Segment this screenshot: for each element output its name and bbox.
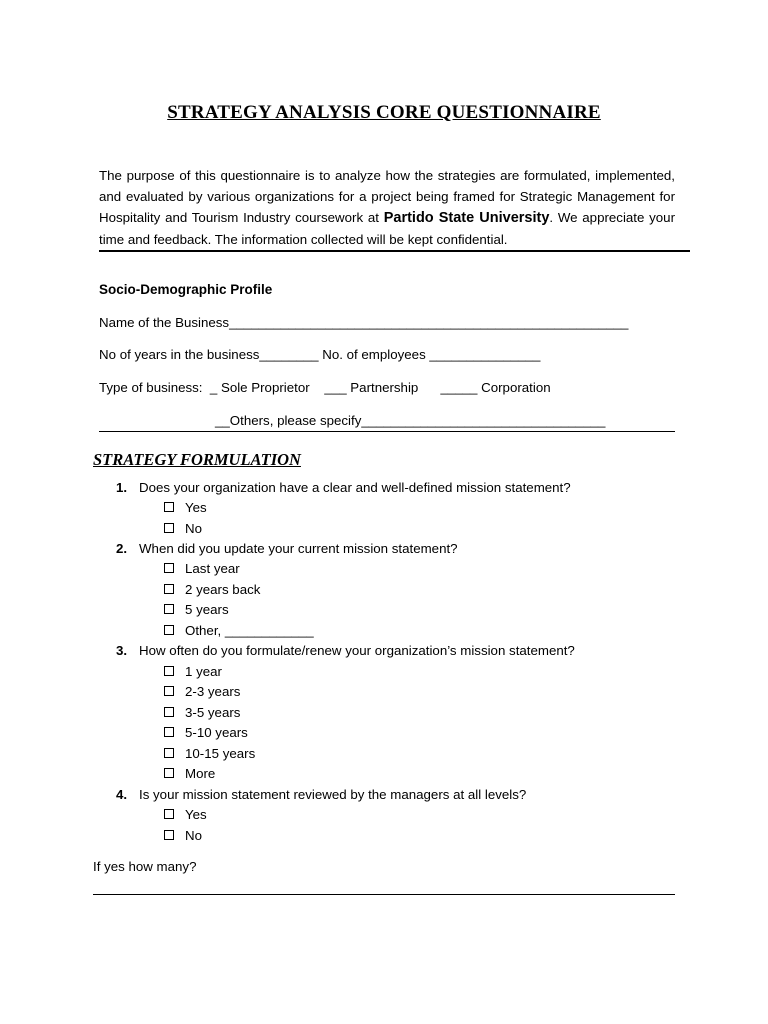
university-name: Partido State University	[383, 210, 550, 226]
checkbox-icon[interactable]	[164, 523, 174, 533]
checkbox-icon[interactable]	[164, 584, 174, 594]
option-label: 3-5 years	[185, 705, 241, 720]
checkbox-icon[interactable]	[164, 686, 174, 696]
checkbox-icon[interactable]	[164, 666, 174, 676]
question-3	[116, 643, 575, 658]
section-heading: STRATEGY FORMULATION	[93, 450, 301, 469]
question-1	[116, 480, 571, 495]
question-number: 2.	[116, 541, 128, 556]
intro-text: The purpose of this questionnaire is to analyze how the strategies are formulated, implemented, and evaluated by various organizations for a project being framed for Strategic Management for Hospitality and Tourism Industry coursework at	[99, 168, 675, 225]
option-label: 2-3 years	[185, 684, 241, 699]
option-checkbox[interactable]	[164, 766, 215, 781]
option-label: Last year	[185, 561, 240, 576]
others-specify-field[interactable]: __Others, please specify_________________________________	[215, 413, 606, 428]
option-label: Other, ____________	[185, 623, 314, 638]
option-checkbox[interactable]	[164, 684, 240, 699]
question-number: 4.	[116, 787, 128, 802]
option-label: 2 years back	[185, 582, 261, 597]
years-employees-field[interactable]: No of years in the business________ No. of employees _______________	[99, 347, 541, 362]
option-label: 5-10 years	[185, 725, 248, 740]
business-type-field[interactable]: Type of business: _ Sole Proprietor ___ Partnership _____ Corporation	[99, 380, 551, 395]
business-name-field[interactable]: Name of the Business______________________________________________________	[99, 315, 629, 330]
checkbox-icon[interactable]	[164, 604, 174, 614]
question-4	[116, 787, 526, 802]
checkbox-icon[interactable]	[164, 727, 174, 737]
intro-paragraph	[99, 165, 675, 250]
question-text: Does your organization have a clear and well-defined mission statement?	[139, 480, 571, 495]
profile-divider	[99, 431, 675, 432]
followup-question: If yes how many?	[93, 859, 197, 874]
question-text: Is your mission statement reviewed by the managers at all levels?	[139, 787, 527, 802]
option-checkbox[interactable]	[164, 828, 202, 843]
intro-divider	[99, 250, 690, 252]
option-checkbox[interactable]	[164, 664, 222, 679]
checkbox-icon[interactable]	[164, 748, 174, 758]
option-label: Yes	[185, 807, 207, 822]
question-number: 1.	[116, 480, 128, 495]
question-text: When did you update your current mission statement?	[139, 541, 458, 556]
option-checkbox[interactable]	[164, 602, 229, 617]
checkbox-icon[interactable]	[164, 625, 174, 635]
checkbox-icon[interactable]	[164, 563, 174, 573]
option-checkbox[interactable]	[164, 561, 240, 576]
question-number: 3.	[116, 643, 128, 658]
checkbox-icon[interactable]	[164, 809, 174, 819]
profile-heading: Socio-Demographic Profile	[99, 282, 273, 297]
option-label: Yes	[185, 500, 207, 515]
answer-line[interactable]	[93, 894, 675, 895]
option-checkbox[interactable]	[164, 521, 202, 536]
option-checkbox[interactable]	[164, 807, 207, 822]
option-label: 10-15 years	[185, 746, 256, 761]
option-checkbox[interactable]	[164, 500, 207, 515]
option-label: 5 years	[185, 602, 229, 617]
option-label: No	[185, 828, 202, 843]
option-checkbox[interactable]	[164, 623, 314, 638]
option-checkbox[interactable]	[164, 705, 240, 720]
checkbox-icon[interactable]	[164, 830, 174, 840]
question-2	[116, 541, 458, 556]
option-label: No	[185, 521, 202, 536]
question-text: How often do you formulate/renew your organization’s mission statement?	[139, 643, 575, 658]
checkbox-icon[interactable]	[164, 768, 174, 778]
option-checkbox[interactable]	[164, 725, 248, 740]
checkbox-icon[interactable]	[164, 707, 174, 717]
intro-text-end: . We appreciate your time and feedback. The information collected will be kept confidential.	[99, 210, 675, 247]
option-checkbox[interactable]	[164, 582, 260, 597]
page-title: STRATEGY ANALYSIS CORE QUESTIONNAIRE	[167, 102, 601, 123]
option-checkbox[interactable]	[164, 746, 255, 761]
option-label: 1 year	[185, 664, 222, 679]
option-label: More	[185, 766, 216, 781]
checkbox-icon[interactable]	[164, 502, 174, 512]
